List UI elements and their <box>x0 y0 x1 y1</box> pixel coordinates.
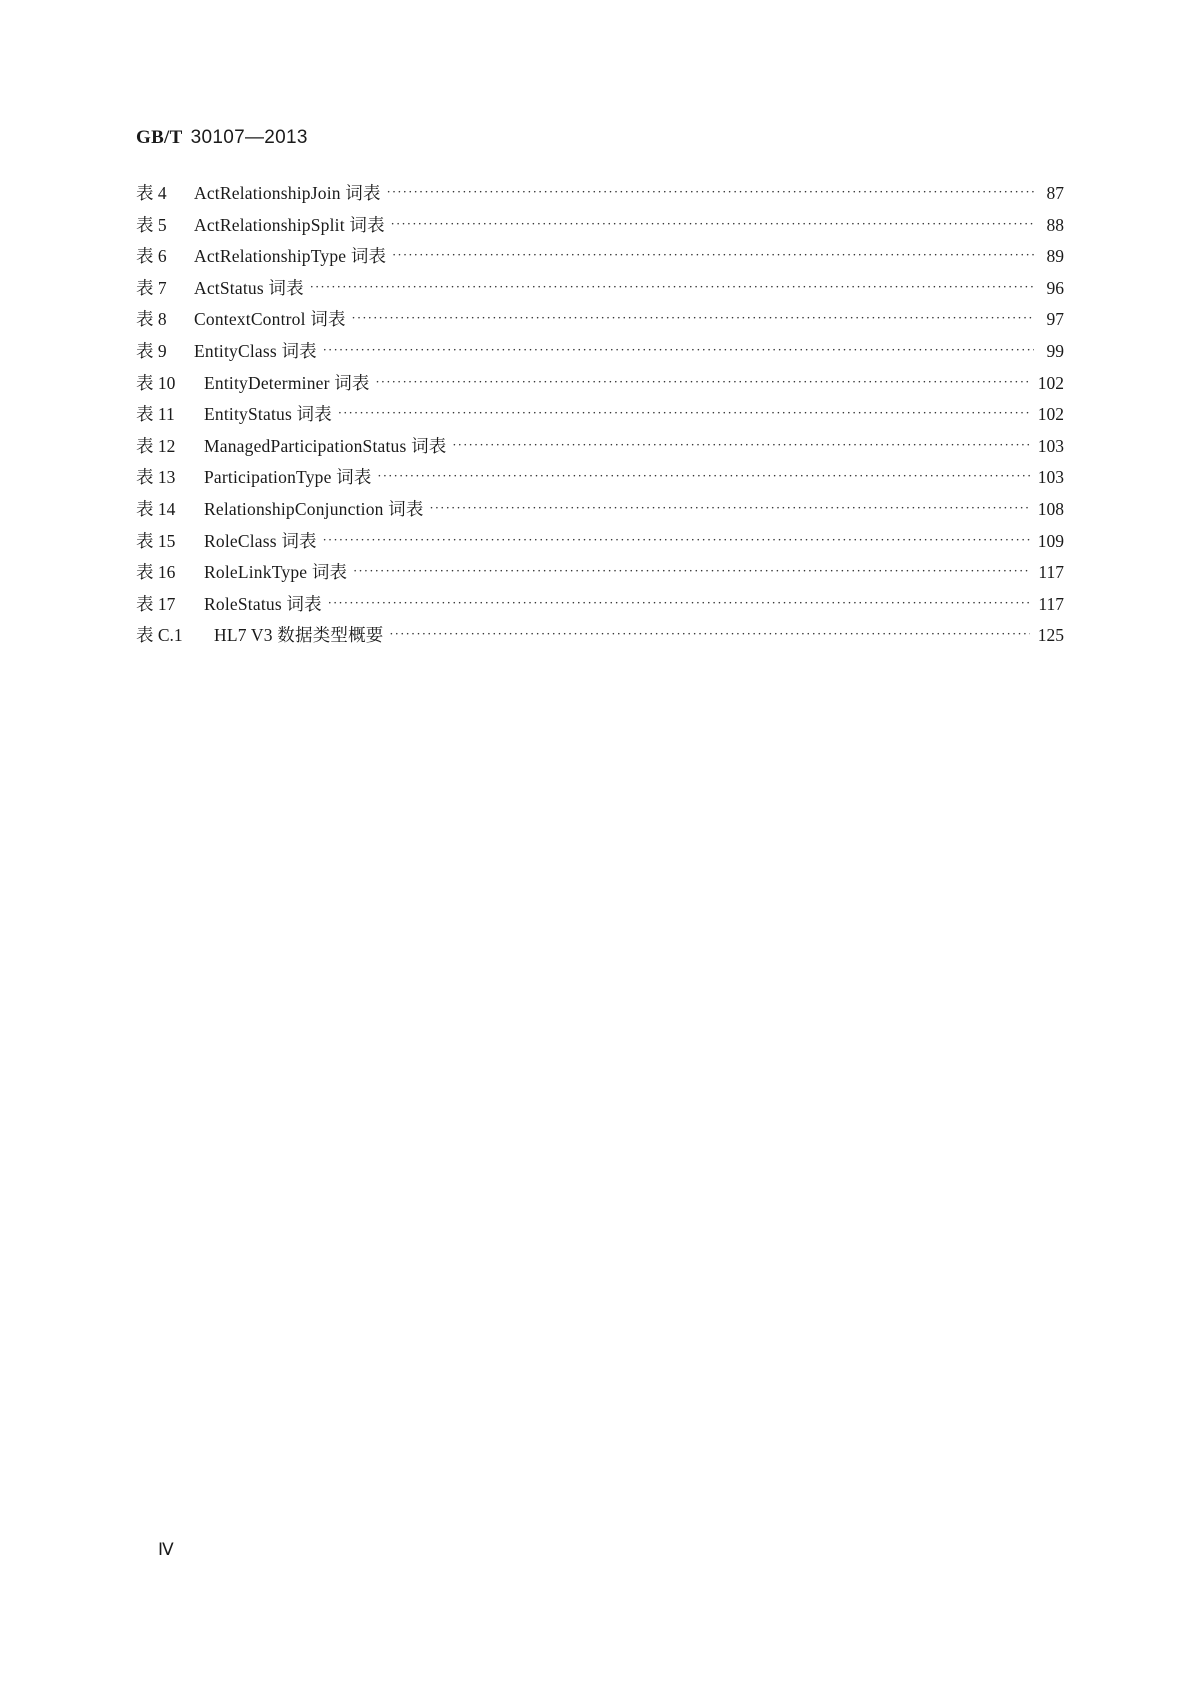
toc-entry-title: ParticipationType 词表 <box>204 467 372 488</box>
toc-entry-title: EntityClass 词表 <box>194 340 317 361</box>
toc-dot-leader <box>310 280 1034 294</box>
toc-entry-page: 125 <box>1037 625 1064 646</box>
toc-entry-label: 表 14 <box>136 498 176 519</box>
toc-entry-title: ActRelationshipJoin 词表 <box>194 183 381 203</box>
toc-entry-label: 表 C.1 <box>136 625 183 646</box>
toc-entry-title: ActRelationshipType 词表 <box>194 246 387 267</box>
toc-entry-page: 102 <box>1037 404 1064 425</box>
toc-entry[interactable] <box>136 433 1064 465</box>
toc-entry-label: 表 8 <box>136 309 167 330</box>
toc-entry[interactable] <box>136 180 1064 212</box>
toc-dot-leader <box>352 311 1034 325</box>
page-number: Ⅳ <box>158 1540 174 1559</box>
toc-dot-leader <box>328 596 1031 610</box>
toc-entry-label: 表 5 <box>136 214 167 235</box>
toc-entry-page: 103 <box>1037 467 1064 488</box>
toc-entry-label: 表 15 <box>136 530 176 551</box>
toc-dot-leader <box>392 248 1034 262</box>
toc-entry-page: 103 <box>1037 435 1064 456</box>
toc-entry-label: 表 12 <box>136 435 176 456</box>
toc-entry-label: 表 4 <box>136 183 167 203</box>
toc-entry-title: RoleLinkType 词表 <box>204 562 348 583</box>
toc-entry-title: RoleClass 词表 <box>204 530 317 551</box>
toc-entry-label: 表 13 <box>136 467 176 488</box>
toc-entry-label: 表 11 <box>136 404 175 425</box>
toc-entry-page: 102 <box>1037 372 1064 393</box>
toc-entry-title: ActRelationshipSplit 词表 <box>194 214 385 235</box>
toc-entry-page: 117 <box>1038 562 1064 583</box>
toc-entry-page: 99 <box>1046 340 1064 361</box>
toc-entry-title: EntityStatus 词表 <box>204 404 332 425</box>
toc-entry-page: 109 <box>1037 530 1064 551</box>
standard-prefix: GB/T <box>136 127 183 148</box>
toc-entry-label: 表 10 <box>136 372 176 393</box>
toc-entry[interactable] <box>136 401 1064 433</box>
toc-dot-leader <box>391 217 1034 231</box>
toc-entry-label: 表 6 <box>136 246 167 267</box>
toc-entry[interactable] <box>136 275 1064 307</box>
toc-entry-page: 117 <box>1038 593 1064 614</box>
toc-entry[interactable] <box>136 243 1064 275</box>
toc-entry-title: EntityDeterminer 词表 <box>204 372 370 393</box>
toc-entry[interactable] <box>136 559 1064 591</box>
toc-entry-title: ManagedParticipationStatus 词表 <box>204 435 447 456</box>
toc-entry-page: 108 <box>1037 498 1064 519</box>
toc-entry[interactable] <box>136 528 1064 560</box>
toc-entry-title: RoleStatus 词表 <box>204 593 322 614</box>
toc-entry[interactable] <box>136 338 1064 370</box>
toc-dot-leader <box>323 533 1030 547</box>
toc-entry-page: 88 <box>1046 214 1064 235</box>
toc-entry[interactable] <box>136 464 1064 496</box>
standard-number: 30107—2013 <box>190 127 308 148</box>
toc-entry-label: 表 17 <box>136 593 176 614</box>
toc-dot-leader <box>353 564 1030 578</box>
toc-entry-title: ContextControl 词表 <box>194 309 346 330</box>
toc-dot-leader <box>390 627 1030 641</box>
table-of-contents <box>136 180 1064 654</box>
toc-entry-label: 表 9 <box>136 340 167 361</box>
toc-dot-leader <box>378 469 1030 483</box>
toc-entry-title: ActStatus 词表 <box>194 277 304 298</box>
toc-dot-leader <box>323 343 1034 357</box>
toc-dot-leader <box>376 375 1030 389</box>
toc-dot-leader <box>338 406 1030 420</box>
toc-entry[interactable] <box>136 622 1064 654</box>
toc-entry[interactable] <box>136 306 1064 338</box>
toc-entry-label: 表 7 <box>136 277 167 298</box>
toc-entry-page: 96 <box>1046 277 1064 298</box>
toc-entry[interactable] <box>136 496 1064 528</box>
toc-entry-title: RelationshipConjunction 词表 <box>204 498 424 519</box>
document-header <box>136 126 308 149</box>
toc-entry[interactable] <box>136 212 1064 244</box>
toc-entry-page: 89 <box>1046 246 1064 267</box>
toc-entry-label: 表 16 <box>136 562 176 583</box>
toc-entry-page: 97 <box>1046 309 1064 330</box>
toc-dot-leader <box>453 438 1030 452</box>
toc-dot-leader <box>387 185 1034 199</box>
toc-entry[interactable] <box>136 370 1064 402</box>
toc-entry-page: 87 <box>1046 183 1064 203</box>
toc-dot-leader <box>430 501 1030 515</box>
toc-entry-title: HL7 V3 数据类型概要 <box>214 625 384 646</box>
toc-entry[interactable] <box>136 591 1064 623</box>
